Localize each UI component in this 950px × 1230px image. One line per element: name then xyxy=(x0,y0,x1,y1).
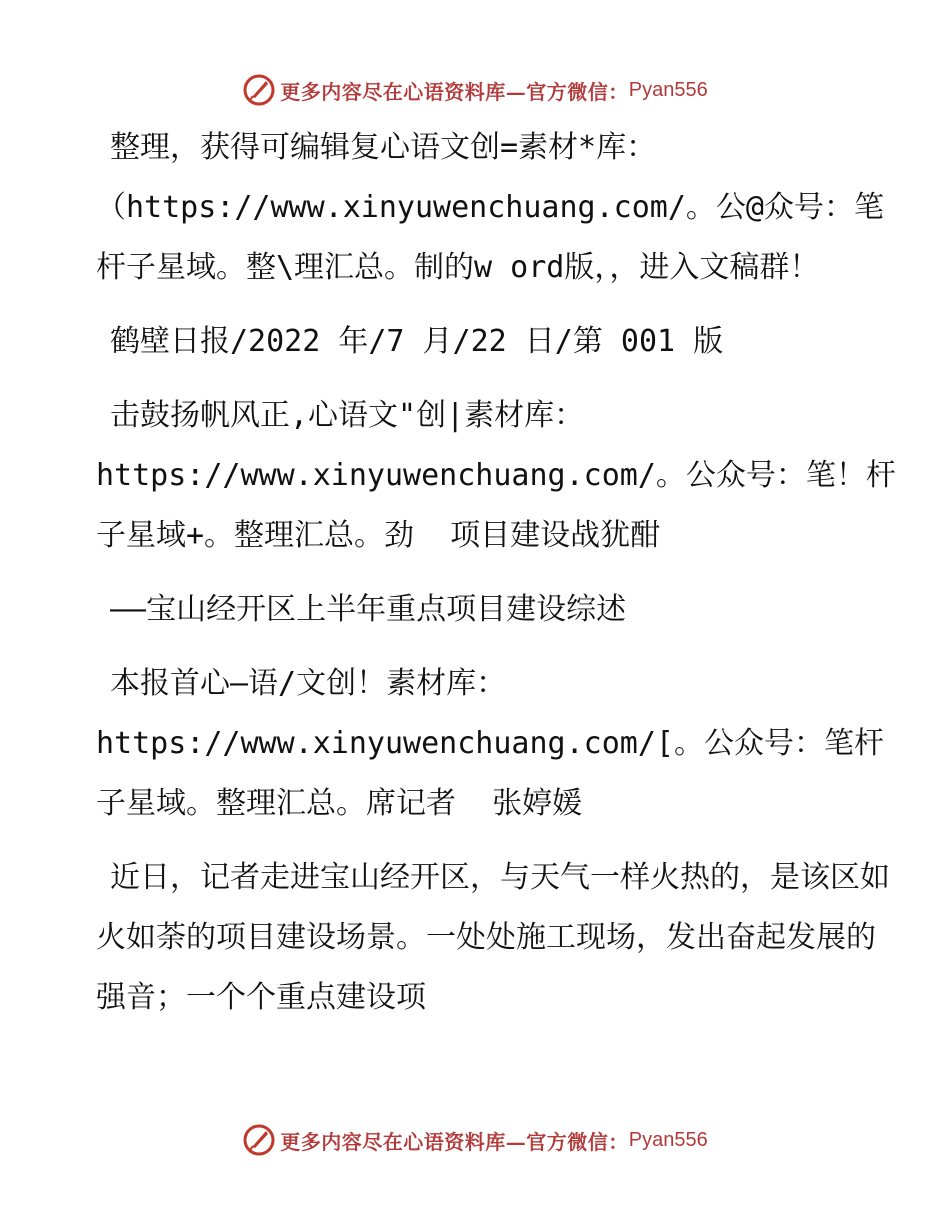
paragraph-headline: 击鼓扬帆风正,心语文"创|素材库：https://www.xinyuwenchuang.com/。公众号：笔！杆子星域+。整理汇总。劲 项目建设战犹酣 xyxy=(96,398,896,553)
banner-text: 更多内容尽在心语资料库—官方微信： xyxy=(280,1129,629,1154)
paragraph-subtitle: ——宝山经开区上半年重点项目建设综述 xyxy=(110,592,627,627)
header-banner xyxy=(0,70,950,110)
paragraph-byline: 本报首心—语/文创！素材库：https://www.xinyuwenchuang.com/[。公众号：笔杆子星域。整理汇总。席记者 张婷媛 xyxy=(96,666,884,821)
banner-text: 更多内容尽在心语资料库—官方微信： xyxy=(280,79,629,104)
paragraph-body: 近日，记者走进宝山经开区，与天气一样火热的，是该区如火如荼的项目建设场景。一处处施工现场，发出奋起发展的强音；一个个重点建设项 xyxy=(96,860,890,1015)
footer-banner xyxy=(0,1120,950,1160)
quill-pen-logo-icon xyxy=(242,73,276,107)
quill-pen-logo-icon xyxy=(242,1123,276,1157)
paragraph-source-line: 鹤壁日报/2022 年/7 月/22 日/第 001 版 xyxy=(110,324,724,359)
paragraph-intro: 整理，获得可编辑复心语文创=素材*库：（https://www.xinyuwenchuang.com/。公@众号：笔杆子星域。整\理汇总。制的w ord版，，进入文稿群！ xyxy=(96,130,884,285)
document-body xyxy=(96,118,896,1042)
banner-wechat-id: Pyan556 xyxy=(628,1128,708,1151)
banner-wechat-id: Pyan556 xyxy=(628,78,708,101)
